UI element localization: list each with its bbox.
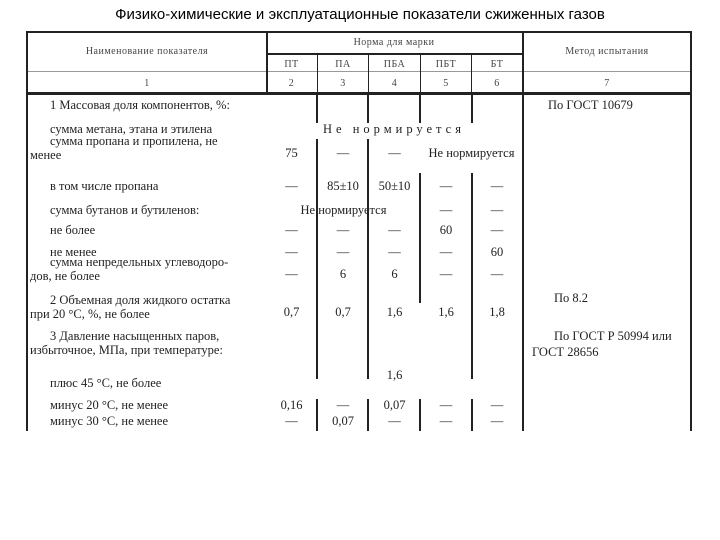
value: 1,6 xyxy=(386,368,403,382)
value: 1,6 xyxy=(438,305,454,319)
value: — xyxy=(336,146,350,160)
value: — xyxy=(336,245,350,259)
value-span: Не нормируется xyxy=(323,122,465,136)
value: 0,7 xyxy=(283,305,300,319)
value: — xyxy=(285,414,298,428)
value: — xyxy=(490,267,504,281)
value: 0,7 xyxy=(335,305,351,319)
row-label: менее xyxy=(30,148,62,162)
value: — xyxy=(285,245,298,259)
value: — xyxy=(285,179,298,193)
test-method: ГОСТ 28656 xyxy=(532,345,599,359)
value: — xyxy=(285,267,298,281)
value: — xyxy=(336,398,350,412)
col-num: 6 xyxy=(494,78,500,89)
row-label: 2 Объемная доля жидкого остатка xyxy=(50,293,231,307)
row-label: дов, не более xyxy=(30,269,100,283)
value: 0,07 xyxy=(383,398,406,412)
value: 75 xyxy=(285,146,298,160)
row-label: в том числе пропана xyxy=(50,179,159,193)
value: 1,6 xyxy=(386,305,403,319)
col-num: 2 xyxy=(288,78,295,89)
row-label: сумма бутанов и бутиленов: xyxy=(50,203,200,217)
value: 60 xyxy=(439,223,453,237)
header-norm: Норма для марки xyxy=(353,37,435,48)
row-label: плюс 45 °С, не более xyxy=(50,376,162,390)
brand-pt: ПТ xyxy=(284,59,299,70)
brand-pba: ПБА xyxy=(383,59,406,70)
slide-title: Физико-химические и эксплуатационные показатели сжиженных газов xyxy=(115,6,605,23)
brand-bt: БТ xyxy=(490,59,504,70)
value: — xyxy=(439,414,453,428)
row-label: 3 Давление насыщенных паров, xyxy=(50,329,220,343)
value: — xyxy=(388,414,401,428)
divider xyxy=(28,92,690,95)
value: — xyxy=(388,223,401,237)
divider xyxy=(316,139,318,379)
brand-pa: ПА xyxy=(335,59,351,70)
row-label: сумма метана, этана и этилена xyxy=(50,122,213,136)
row-label: избыточное, МПа, при температуре: xyxy=(30,343,223,357)
divider xyxy=(367,139,369,379)
col-num: 4 xyxy=(391,78,398,89)
brand-pbt: ПБТ xyxy=(435,59,457,70)
value: — xyxy=(285,223,298,237)
divider xyxy=(266,53,522,55)
value: 50±10 xyxy=(378,179,411,193)
value: — xyxy=(439,267,453,281)
value: 1,8 xyxy=(489,305,505,319)
value: — xyxy=(439,398,453,412)
row-label: не более xyxy=(50,223,96,237)
col-num: 5 xyxy=(443,78,449,89)
col-num: 1 xyxy=(144,78,150,89)
row-label: при 20 °С, %, не более xyxy=(30,307,150,321)
row-label: сумма непредельных углеводоро- xyxy=(50,255,229,269)
test-method: По 8.2 xyxy=(554,291,589,305)
value: — xyxy=(490,203,504,217)
value: — xyxy=(388,146,401,160)
row-label: не менее xyxy=(50,245,97,259)
value: 6 xyxy=(339,267,347,281)
divider xyxy=(471,95,473,123)
col-num: 3 xyxy=(340,78,346,89)
value: — xyxy=(439,245,453,259)
properties-table xyxy=(26,31,692,431)
value: 0,07 xyxy=(332,414,354,428)
row-label: сумма пропана и пропилена, не xyxy=(50,134,218,148)
value: 60 xyxy=(490,245,504,259)
value: — xyxy=(490,398,504,412)
value: — xyxy=(336,223,350,237)
value: 85±10 xyxy=(327,179,359,193)
test-method: По ГОСТ 10679 xyxy=(548,98,633,112)
row-label: минус 20 °С, не менее xyxy=(50,398,169,412)
value: — xyxy=(439,203,453,217)
divider xyxy=(316,95,318,123)
value-span: Не нормируется xyxy=(428,146,515,160)
divider xyxy=(367,95,369,123)
header-name: Наименование показателя xyxy=(85,46,209,57)
divider xyxy=(419,95,421,123)
value: — xyxy=(388,245,401,259)
header-method: Метод испытания xyxy=(565,46,649,57)
value: — xyxy=(490,179,504,193)
value: 0,16 xyxy=(280,398,303,412)
col-num: 7 xyxy=(604,78,610,89)
value: — xyxy=(490,414,504,428)
value: — xyxy=(490,223,504,237)
value-span: Не нормируется xyxy=(300,203,387,217)
test-method: По ГОСТ Р 50994 или xyxy=(554,329,672,343)
row-label: минус 30 °С, не менее xyxy=(50,414,169,428)
divider xyxy=(522,33,524,431)
row-label: 1 Массовая доля компонентов, %: xyxy=(50,98,230,112)
value: 6 xyxy=(391,267,398,281)
value: — xyxy=(439,179,453,193)
